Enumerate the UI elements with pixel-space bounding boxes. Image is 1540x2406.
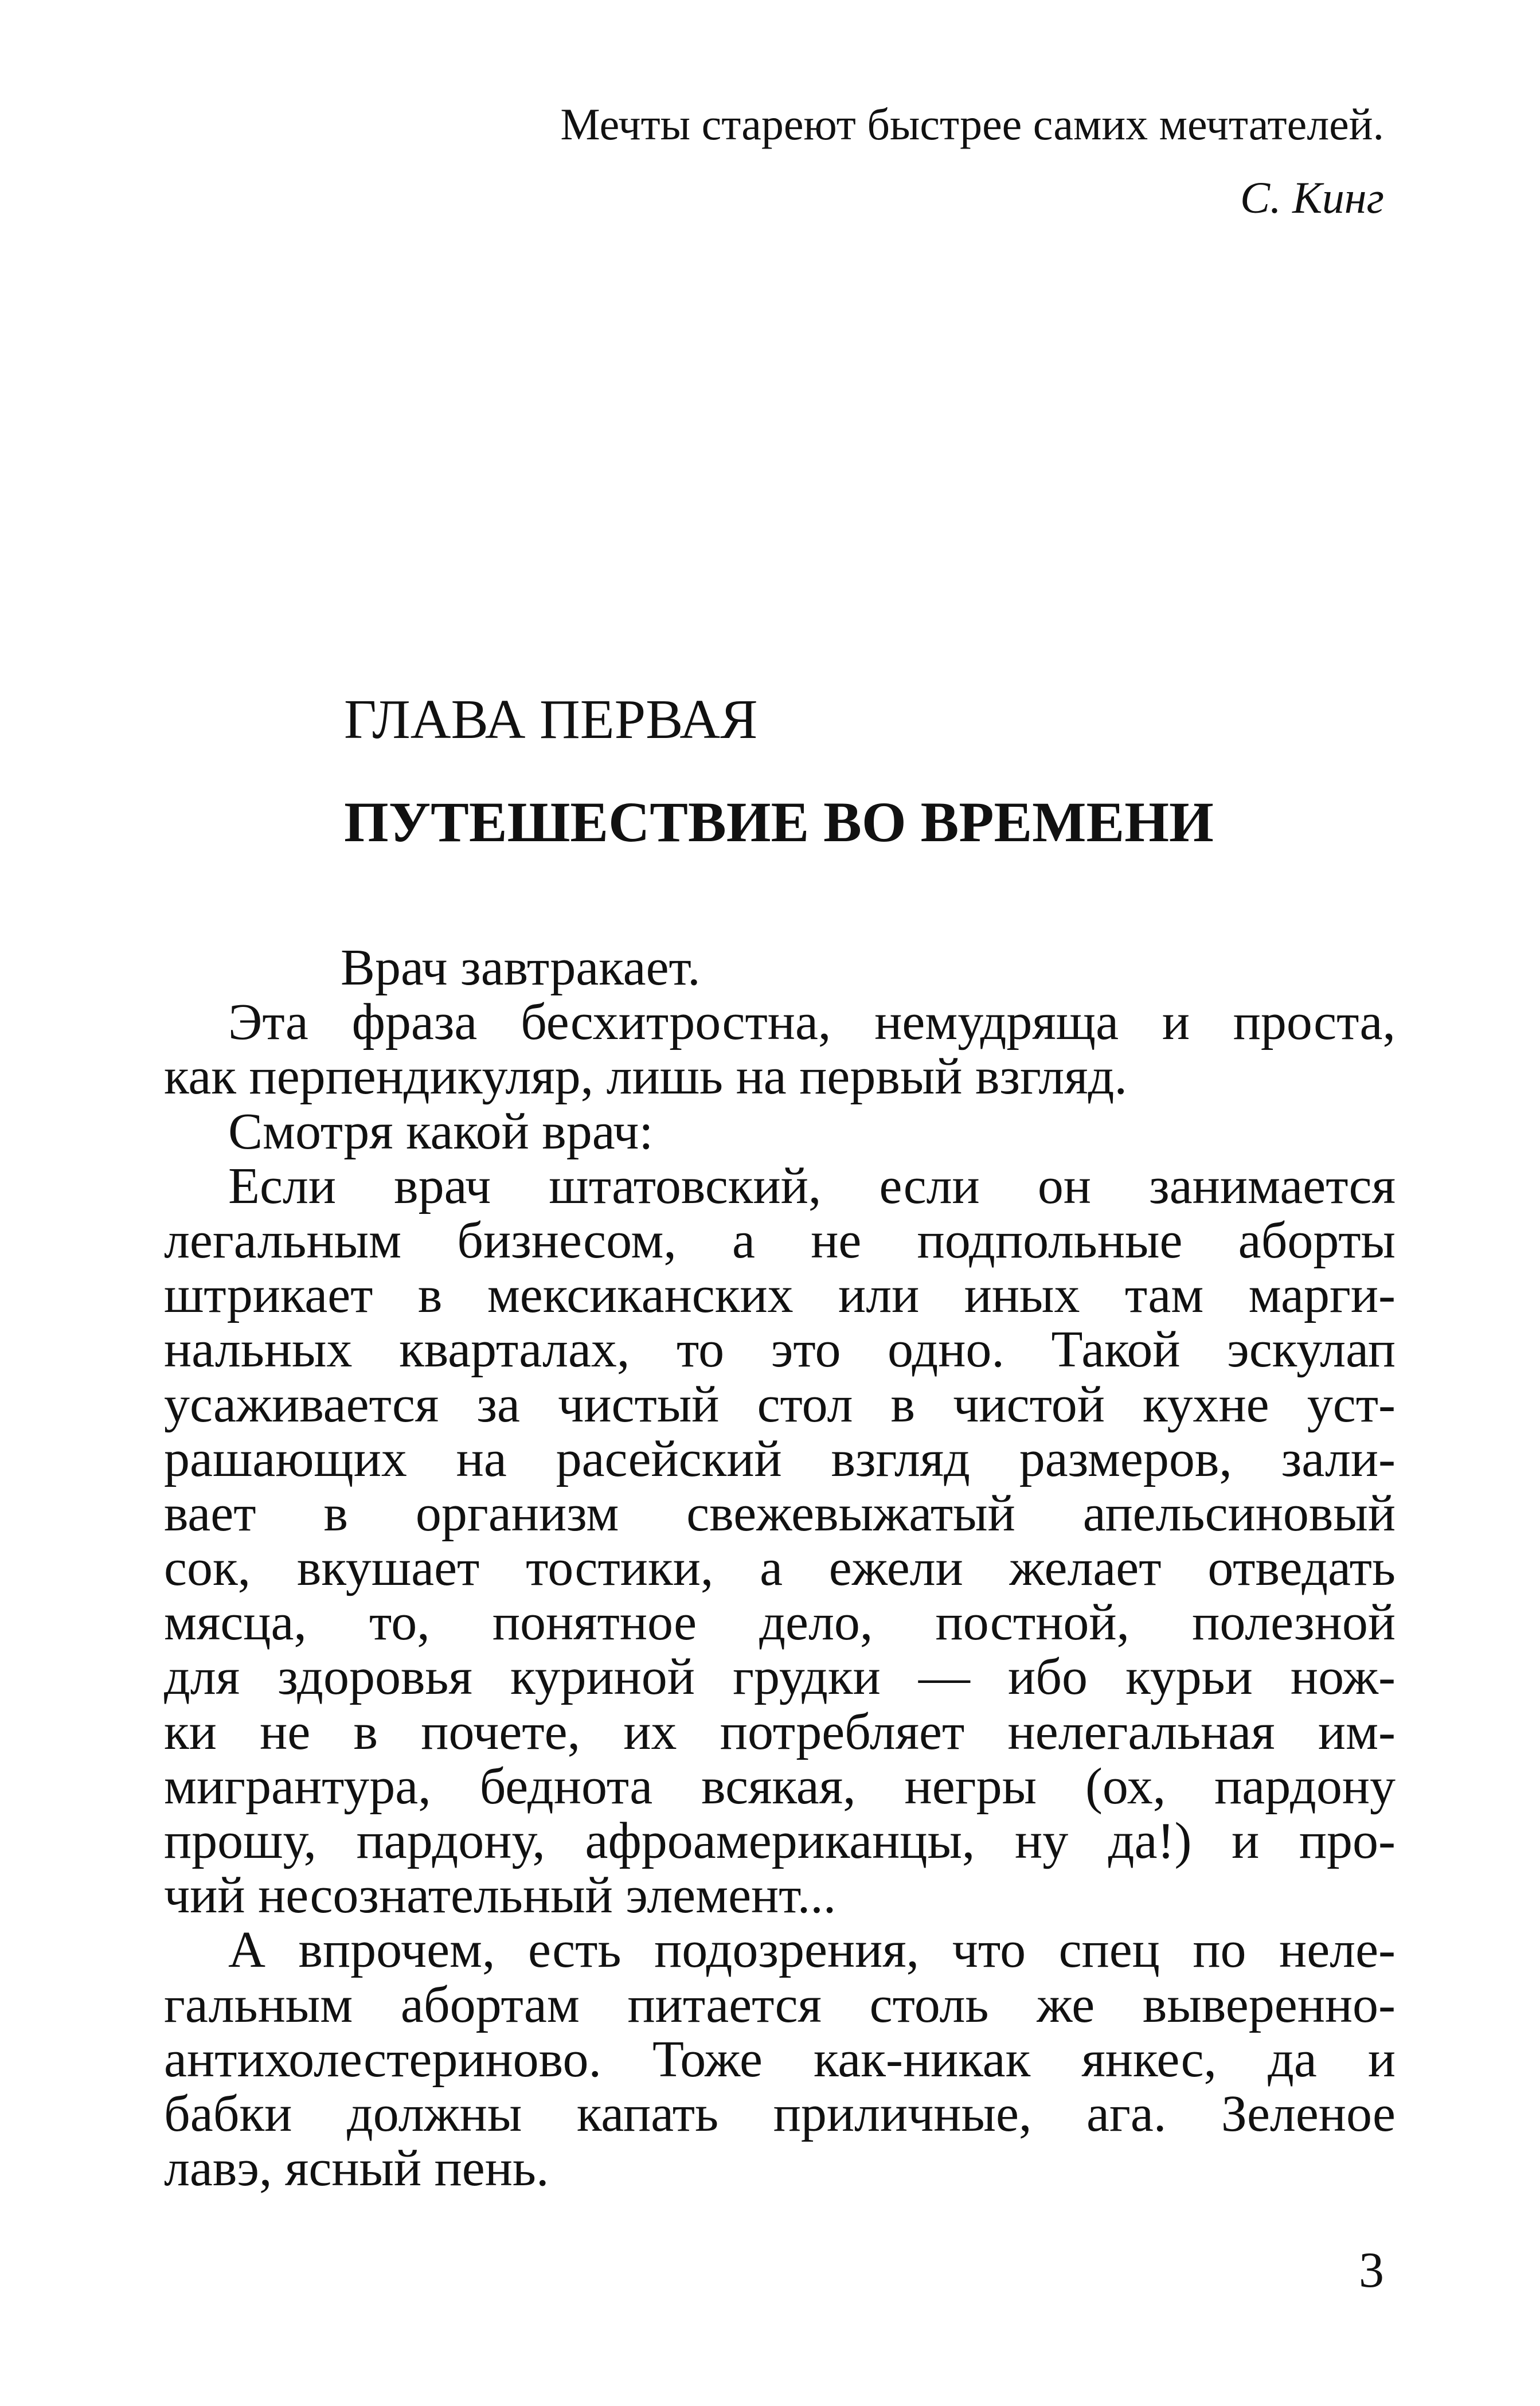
epigraph <box>295 95 1384 228</box>
text-line: мясца, то, понятное дело, постной, полезной <box>164 1594 1396 1651</box>
text-line: ки не в почете, их потребляет нелегальная им- <box>164 1703 1396 1760</box>
chapter-title: ПУТЕШЕСТВИЕ ВО ВРЕМЕНИ <box>344 790 1214 854</box>
text-line: Врач завтракает. <box>341 939 701 996</box>
chapter-label: ГЛАВА ПЕРВАЯ <box>344 689 758 751</box>
text-line: сок, вкушает тостики, а ежели желает отведать <box>164 1540 1396 1597</box>
text-line: Эта фраза бесхитростна, немудряща и проста, <box>228 994 1396 1051</box>
text-line: Если врач штатовский, если он занимается <box>228 1157 1396 1214</box>
text-line: А впрочем, есть подозрения, что спец по неле- <box>228 1921 1396 1979</box>
paragraph-4 <box>164 1159 1396 1923</box>
paragraph-1 <box>164 940 1396 995</box>
paragraph-2 <box>164 995 1396 1104</box>
text-line: легальным бизнесом, а не подпольные аборты <box>164 1212 1396 1269</box>
text-line: мигрантура, беднота всякая, негры (ох, пардону <box>164 1757 1396 1815</box>
text-line: прошу, пардону, афроамериканцы, ну да!) и про- <box>164 1813 1396 1869</box>
epigraph-author: С. Кинг <box>1240 173 1384 222</box>
paragraph-5 <box>164 1923 1396 2196</box>
text-line: антихолестериново. Тоже как-никак янкес, да и <box>164 2030 1396 2088</box>
paragraph-3 <box>164 1104 1396 1159</box>
text-line: штрикает в мексиканских или иных там марги- <box>164 1267 1396 1324</box>
text-line: вает в организм свежевыжатый апельсиновый <box>164 1485 1396 1542</box>
text-line: лавэ, ясный пень. <box>164 2140 549 2197</box>
text-line: усаживается за чистый стол в чистой кухне уст- <box>164 1376 1396 1433</box>
body-text <box>164 940 1396 2196</box>
text-line: для здоровья куриной грудки — ибо курьи нож- <box>164 1649 1396 1706</box>
text-line: как перпендикуляр, лишь на первый взгляд. <box>164 1048 1127 1106</box>
text-line: чий несознательный элемент... <box>164 1867 837 1924</box>
text-line: рашающих на расейский взгляд размеров, зали- <box>164 1430 1396 1487</box>
text-line: нальных кварталах, то это одно. Такой эскулап <box>164 1321 1396 1378</box>
page-number: 3 <box>1359 2243 1384 2298</box>
text-line: бабки должны капать приличные, ага. Зеленое <box>164 2085 1396 2142</box>
text-line: Смотря какой врач: <box>228 1103 654 1160</box>
epigraph-quote: Мечты стареют быстрее самих мечтателей. <box>560 99 1384 149</box>
text-line: гальным абортам питается столь же выверенно- <box>164 1976 1396 2033</box>
